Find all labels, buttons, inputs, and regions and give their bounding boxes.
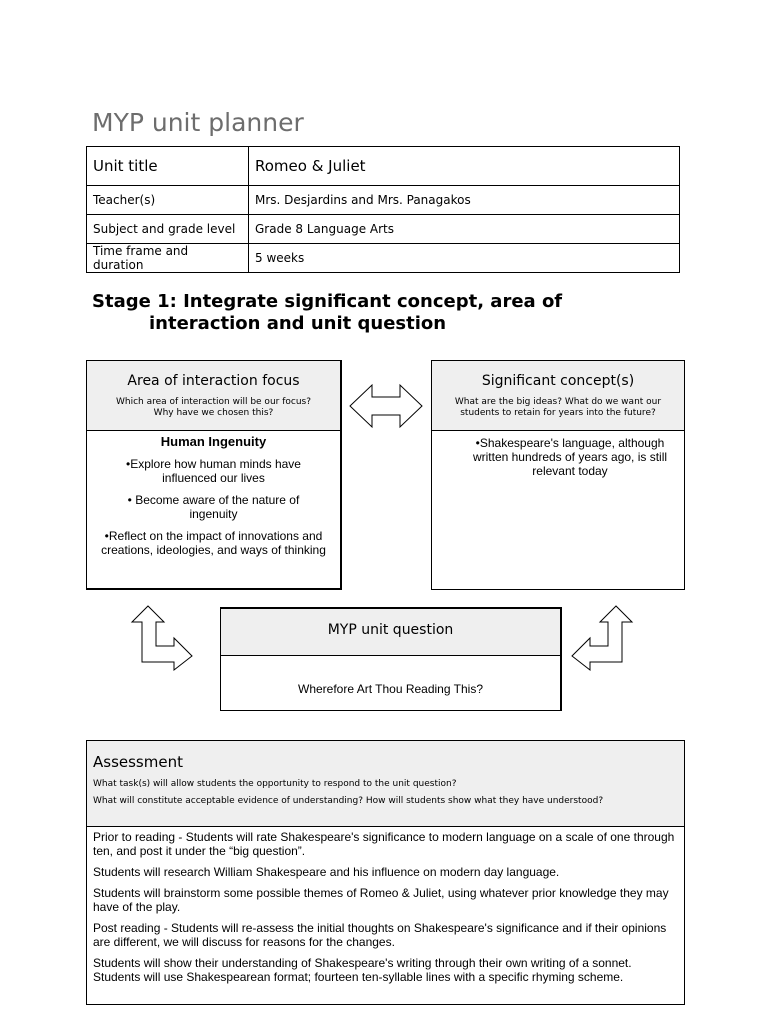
significant-concept-sub1: What are the big ideas? What do we want our — [454, 397, 662, 407]
list-item: Post reading - Students will re-assess the initial thoughts on Shakespeare's significance and if their opinions are different, we will discuss for reasons for the changes. — [93, 921, 667, 949]
stage-heading-line2: interaction and unit question — [149, 313, 447, 334]
bent-arrow-icon — [130, 604, 196, 672]
significant-concept-box — [431, 360, 685, 590]
unit-title-value: Romeo & Juliet — [249, 147, 680, 186]
table-row — [87, 147, 680, 186]
unit-question-title: MYP unit question — [327, 622, 454, 638]
area-of-interaction-sub2: Why have we chosen this? — [153, 408, 274, 418]
table-row — [87, 215, 680, 244]
significant-concept-sub2: students to retain for years into the future? — [460, 408, 656, 418]
table-row — [87, 244, 680, 273]
significant-concept-header — [432, 361, 684, 431]
area-of-interaction-sub1: Which area of interaction will be our focus? — [115, 397, 312, 407]
list-item: Prior to reading - Students will rate Shakespeare's significance to modern language on a scale of one through ten, and post it under the “big question”. — [93, 830, 675, 858]
double-arrow-icon — [348, 383, 424, 429]
table-row — [87, 186, 680, 215]
time-frame-value: 5 weeks — [249, 244, 680, 273]
assessment-box — [86, 740, 685, 1005]
significant-concept-point: •Shakespeare's language, although written hundreds of years ago, is still relevant today — [472, 436, 668, 478]
stage-heading-line1: Stage 1: Integrate significant concept, area of — [92, 291, 563, 312]
area-of-interaction-header — [87, 361, 340, 431]
subject-label: Subject and grade level — [87, 215, 249, 244]
list-item: • Become aware of the nature of ingenuity — [127, 493, 300, 521]
area-of-interaction-title: Area of interaction focus — [127, 373, 300, 389]
subject-value: Grade 8 Language Arts — [249, 215, 680, 244]
list-item: Students will research William Shakespeare and his influence on modern day language. — [93, 865, 560, 879]
time-frame-label: Time frame and duration — [87, 244, 249, 273]
human-ingenuity-heading: Human Ingenuity — [160, 434, 267, 449]
area-of-interaction-box — [86, 360, 342, 590]
assessment-header — [87, 741, 684, 827]
unit-question-header — [221, 609, 560, 656]
assessment-question-1: What task(s) will allow students the opportunity to respond to the unit question? — [93, 779, 457, 789]
unit-question-box — [220, 607, 562, 711]
teacher-label: Teacher(s) — [87, 186, 249, 215]
unit-question-text: Wherefore Art Thou Reading This? — [298, 682, 483, 696]
teacher-value: Mrs. Desjardins and Mrs. Panagakos — [249, 186, 680, 215]
list-item: •Explore how human minds have influenced our lives — [126, 457, 301, 485]
list-item: Students will brainstorm some possible themes of Romeo & Juliet, using whatever prior knowledge they may have of the play. — [93, 886, 669, 914]
assessment-title: Assessment — [93, 753, 183, 771]
significant-concept-title: Significant concept(s) — [481, 373, 635, 389]
page-title: MYP unit planner — [92, 108, 304, 137]
list-item: Students will show their understanding of Shakespeare's writing through their own writing of a sonnet. Students will use Shakespearean format; fourteen ten-syllable lines with a specific rhyming scheme. — [93, 956, 632, 984]
list-item: •Reflect on the impact of innovations and creations, ideologies, and ways of thinking — [101, 529, 326, 557]
stage-heading — [92, 291, 562, 335]
assessment-question-2: What will constitute acceptable evidence of understanding? How will students show what they have understood? — [93, 796, 604, 806]
unit-title-label: Unit title — [87, 147, 249, 186]
bent-arrow-icon — [570, 604, 636, 672]
unit-info-table — [86, 146, 680, 273]
